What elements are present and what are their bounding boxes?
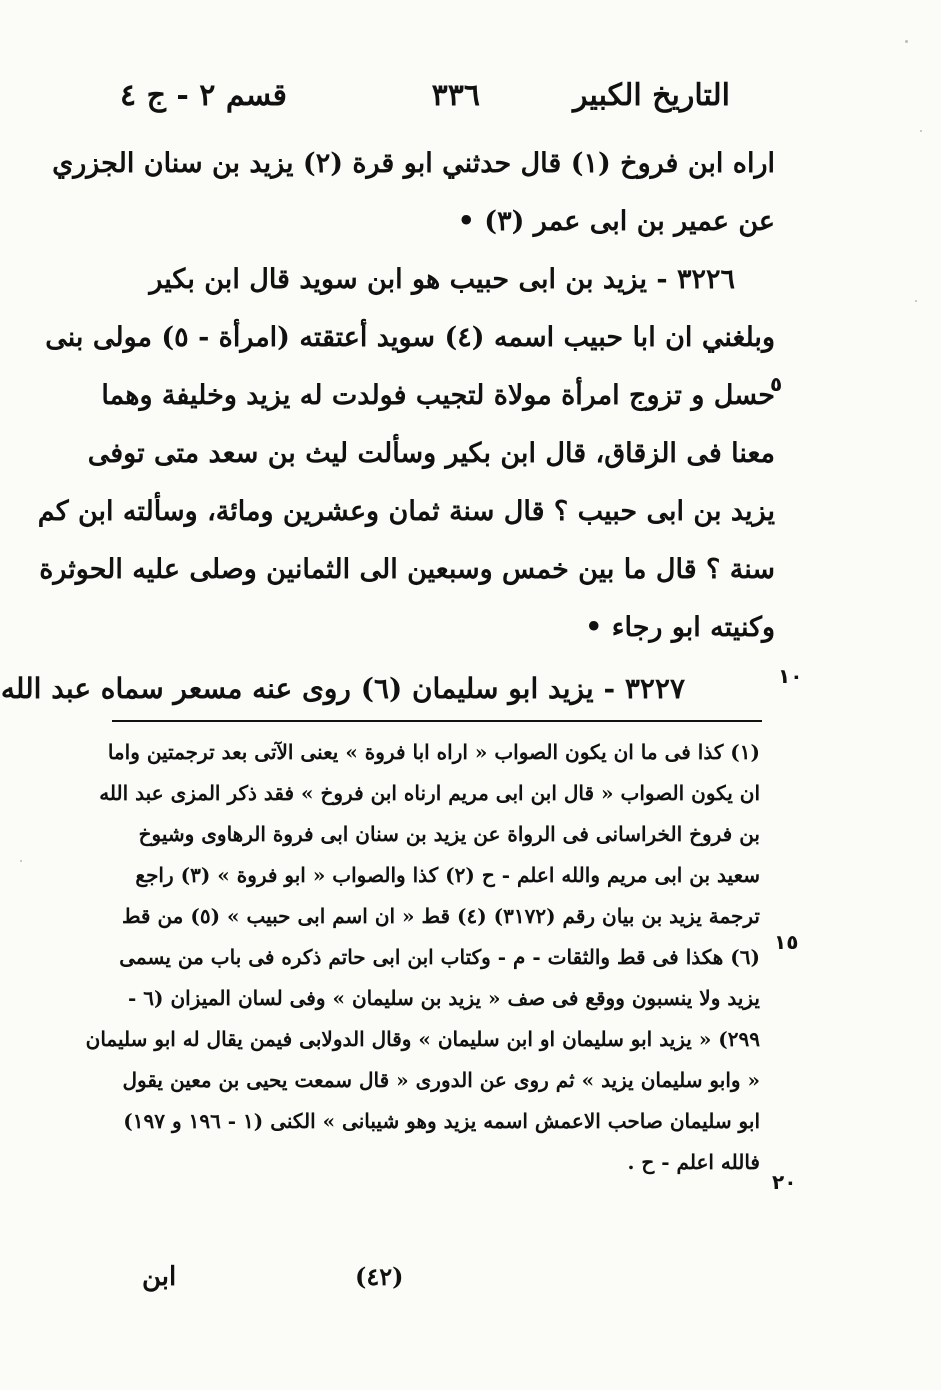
entry-3226-heading: ٣٢٢٦ - يزيد بن ابى حبيب هو ابن سويد قال ابن بكير: [149, 264, 735, 295]
text-line: وكنيته ابو رجاء •: [585, 612, 775, 643]
line-number-10: ١٠: [778, 664, 803, 688]
line-number-20: ٢٠: [772, 1170, 797, 1194]
paper-speck: [905, 40, 908, 43]
text-line: سنة ؟ قال ما بين خمس وسبعين الى الثمانين وصلى عليه الحوثرة: [39, 554, 775, 585]
signature-mark: (٤٢): [355, 1262, 404, 1291]
text-line: عن عمير بن ابى عمر (٣) •: [457, 206, 775, 237]
footnote-line: ان يكون الصواب « قال ابن ابى مريم ارناه ابن فروخ » فقد ذكر المزى عبد الله: [99, 781, 760, 805]
footnote-line: بن فروخ الخراسانى فى الرواة عن يزيد بن سنان ابى فروة الرهاوى وشيوخ: [138, 822, 760, 846]
volume-part: قسم ٢ - ج ٤: [120, 78, 287, 113]
footnote-line: سعيد بن ابى مريم والله اعلم - ح (٢) كذا والصواب « ابو فروة » (٣) راجع: [135, 863, 760, 887]
main-text: [37, 135, 775, 657]
text-line: اراه ابن فروخ (١) قال حدثني ابو قرة (٢) يزيد بن سنان الجزري: [52, 148, 775, 179]
text-line: معنا فى الزقاق، قال ابن بكير وسألت ليث بن سعد متى توفى: [87, 438, 775, 469]
footnote-line: ترجمة يزيد بن بيان رقم (٣١٧٢) (٤) قط « ان اسم ابى حبيب » (٥) من قط: [121, 904, 760, 928]
page-number: ٣٣٦: [431, 78, 480, 113]
text-line: وبلغني ان ابا حبيب اسمه (٤) سويد أعتقته (امرأة - ٥) مولى بنى: [45, 322, 775, 353]
paper-speck: [915, 300, 917, 302]
footnote-line: « وابو سليمان يزيد » ثم روى عن الدورى « قال سمعت يحيى بن معين يقول: [122, 1068, 760, 1092]
book-title: التاريخ الكبير: [572, 78, 730, 113]
footnote-line: (١) كذا فى ما ان يكون الصواب « اراه ابا فروة » يعنى الآتى بعد ترجمتين واما: [107, 740, 760, 764]
footnote-line: ٢٩٩) « يزيد ابو سليمان او ابن سليمان » وقال الدولابى فيمن يقال له ابو سليمان: [85, 1027, 760, 1051]
footnotes: [85, 732, 760, 1183]
footnote-line: يزيد ولا ينسبون ووقع فى صف « يزيد بن سليمان » وفى لسان الميزان (٦ -: [128, 986, 760, 1010]
catchword: ابن: [142, 1262, 177, 1292]
page-header: [120, 78, 730, 128]
footnote-divider: [112, 720, 762, 722]
text-line: حسل و تزوج امرأة مولاة لتجيب فولدت له يزيد وخليفة وهما: [101, 380, 775, 411]
line-number-15: ١٥: [774, 930, 799, 954]
paper-speck: [20, 860, 22, 862]
footnote-line: فالله اعلم - ح .: [627, 1150, 760, 1174]
entry-3227-heading: ٣٢٢٧ - يزيد ابو سليمان (٦) روى عنه مسعر سماه عبد الله: [0, 672, 685, 705]
footnote-line: (٦) هكذا فى قط والثقات - م - وكتاب ابن ابى حاتم ذكره فى باب من يسمى: [119, 945, 760, 969]
text-line: يزيد بن ابى حبيب ؟ قال سنة ثمان وعشرين ومائة، وسألته ابن كم: [37, 496, 775, 527]
footnote-line: ابو سليمان صاحب الاعمش اسمه يزيد وهو شيبانى » الكنى (١ - ١٩٦ و ١٩٧): [123, 1109, 760, 1133]
paper-speck: [920, 130, 922, 132]
line-number-5: ٥: [770, 372, 783, 396]
